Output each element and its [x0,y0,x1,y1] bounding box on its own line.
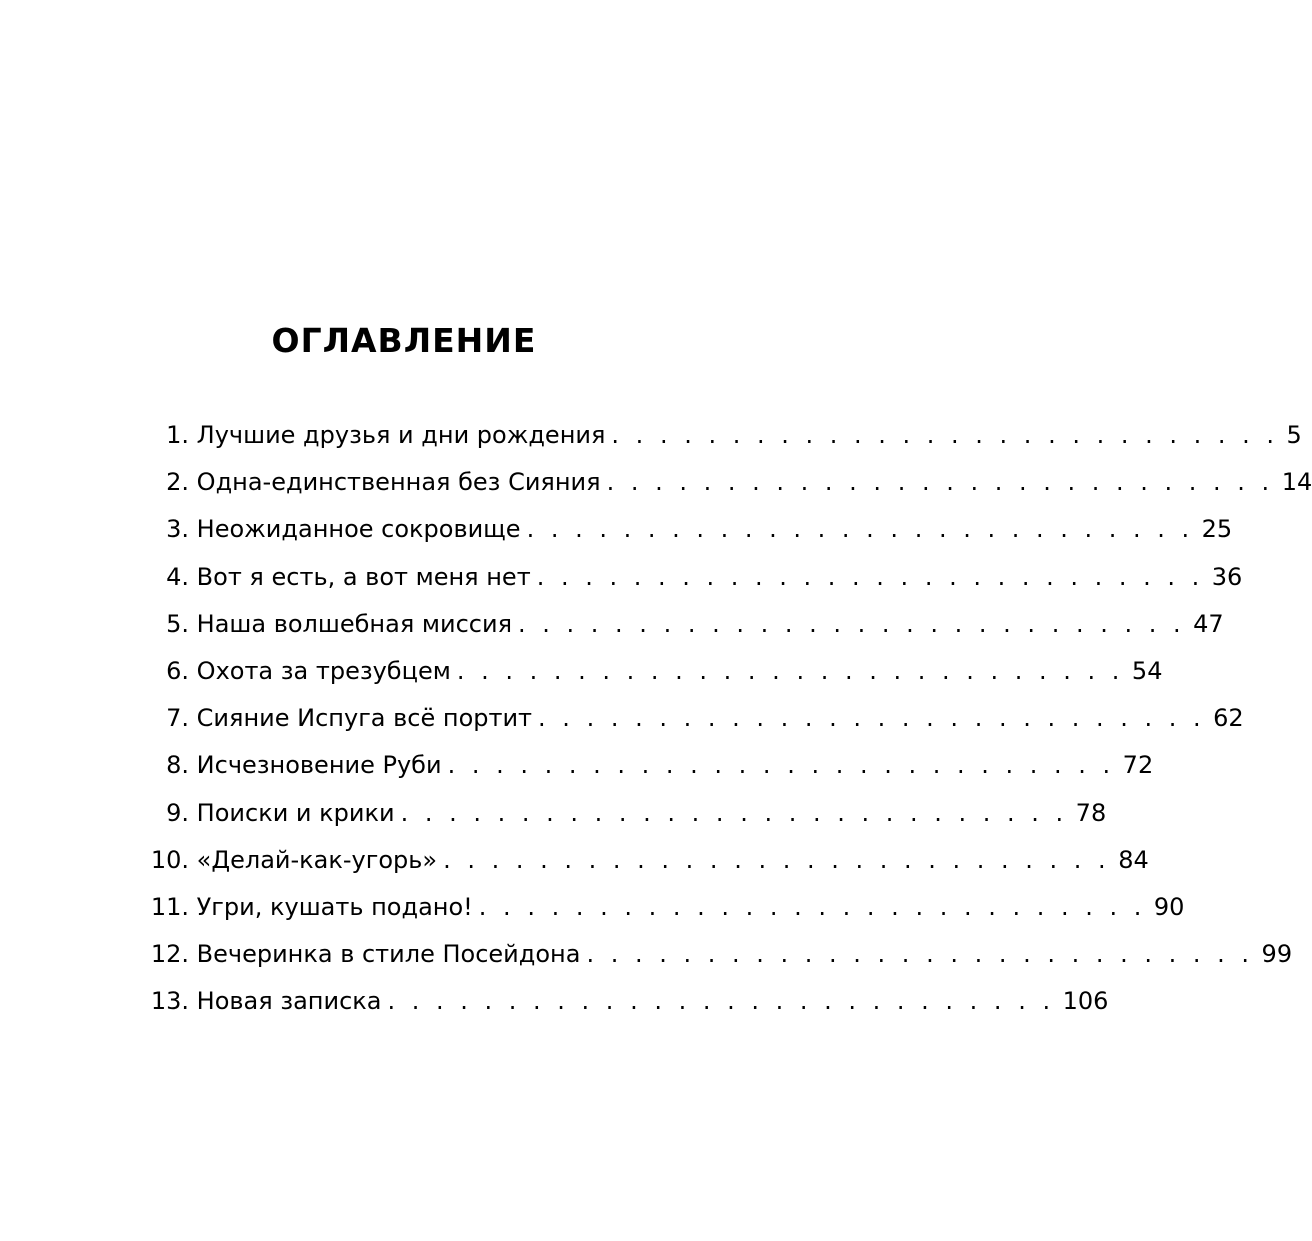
toc-entry-title: Угри, кушать подано! [196,892,473,921]
toc-entry [148,931,1293,978]
toc-entry-number: 11. [150,892,189,921]
toc-entry-title: Лучшие друзья и дни рождения [196,421,606,449]
toc-leader-dots: . . . . . . . . . . . . . . . . . . . . . . . . . . . . [400,798,1068,827]
toc-entry-number: 2. [166,468,189,497]
toc-entry-page: 54 [1131,656,1163,685]
toc-entry-page: 78 [1075,798,1107,827]
toc-entry [148,790,1107,837]
toc-entry-title: Сияние Испуга всё портит [196,704,533,733]
toc-entry-number: 8. [166,751,189,780]
toc-entry [148,601,1224,648]
toc-entry-title: Наша волшебная миссия [196,609,513,638]
toc-entry [148,554,1243,601]
toc-entry-title: Вечеринка в стиле Посейдона [196,940,581,969]
toc-leader-dots: . . . . . . . . . . . . . . . . . . . . . . . . . . . . [456,656,1124,685]
toc-entry-number: 6. [166,656,189,685]
toc-leader-dots: . . . . . . . . . . . . . . . . . . . . . . . . . . . . [611,421,1279,449]
toc-entry-title: Одна-единственная без Сияния [196,468,601,497]
toc-entry-number: 10. [150,845,189,874]
toc-entry-title: Исчезновение Руби [196,751,442,780]
toc-entry-number: 5. [166,609,189,638]
toc-leader-dots: . . . . . . . . . . . . . . . . . . . . . . . . . . . . [443,845,1111,874]
toc-entry-number: 7. [166,704,189,733]
toc-entry-page: 106 [1062,987,1109,1016]
toc-entry-page: 99 [1261,940,1293,969]
toc-entry-page: 47 [1193,609,1224,638]
toc-entry [148,742,1154,789]
toc-entry [148,884,1185,931]
toc-entry-page: 25 [1201,515,1233,544]
toc-entry-page: 5 [1286,421,1302,449]
toc-entry-page: 84 [1118,845,1149,874]
toc-entry-number: 4. [166,562,189,591]
toc-entry [148,978,1109,1025]
toc-entry-page: 72 [1122,751,1154,780]
toc-entry-title: «Делай-как-угорь» [196,845,438,874]
toc-entry [148,459,1312,506]
toc-leader-dots: . . . . . . . . . . . . . . . . . . . . . . . . . . . . [586,940,1254,969]
toc-entry-title: Новая записка [196,987,382,1016]
toc-leader-dots: . . . . . . . . . . . . . . . . . . . . . . . . . . . . [447,751,1115,780]
toc-entry [148,648,1163,695]
toc-leader-dots: . . . . . . . . . . . . . . . . . . . . . . . . . . . . [478,892,1146,921]
toc-entry-page: 36 [1211,562,1243,591]
toc-entry [148,837,1149,884]
toc-entry-number: 3. [166,515,189,544]
toc-entry-number: 1. [166,421,189,449]
toc-entry-number: 12. [150,940,189,969]
toc-leader-dots: . . . . . . . . . . . . . . . . . . . . . . . . . . . . [387,987,1055,1016]
toc-entry [148,695,1244,742]
toc-entry [148,506,1233,553]
toc-entry-title: Поиски и крики [196,798,395,827]
toc-entry-title: Вот я есть, а вот меня нет [196,562,531,591]
toc-entry-page: 62 [1213,704,1244,733]
toc-entry-page: 90 [1153,892,1185,921]
toc-leader-dots: . . . . . . . . . . . . . . . . . . . . . . . . . . . . [538,704,1206,733]
table-of-contents [148,412,1312,1025]
toc-leader-dots: . . . . . . . . . . . . . . . . . . . . . . . . . . . . [606,468,1274,497]
toc-entry-title: Неожиданное сокровище [196,515,521,544]
toc-entry [148,412,1302,459]
toc-entry-title: Охота за трезубцем [196,656,451,685]
toc-entry-number: 9. [166,798,189,827]
toc-entry-page: 14 [1281,468,1312,497]
toc-entry-number: 13. [150,987,189,1016]
toc-leader-dots: . . . . . . . . . . . . . . . . . . . . . . . . . . . . [518,609,1186,638]
page-title: ОГЛАВЛЕНИЕ [271,321,537,360]
toc-leader-dots: . . . . . . . . . . . . . . . . . . . . . . . . . . . . [526,515,1194,544]
toc-leader-dots: . . . . . . . . . . . . . . . . . . . . . . . . . . . . [536,562,1204,591]
